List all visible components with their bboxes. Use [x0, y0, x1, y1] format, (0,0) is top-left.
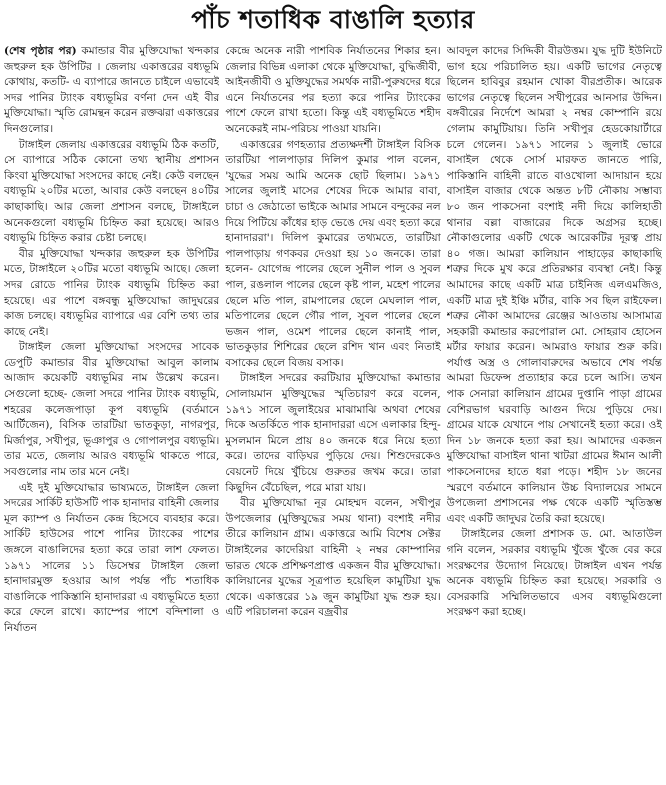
paragraph: কেন্দ্রে অনেক নারী পাশবিক নির্যাতনের শিকার হন। জেলার বিভিন্ন এলাকা থেকে মুক্তিযোদ্ধা, বুদ্ধিজীবী, আইনজীবী ও মুক্তিযুদ্ধের সমর্থক নারী-পুরুষদের ধরে এনে নির্যাতনের পর হত্যা করে পানির ট্যাংকের পাশে ফেলে রাখা হতো। কিন্তু এই বধ্যভূমিতে শহীদ অনেকেরই নাম-পরিচয় পাওয়া যায়নি। — [225, 45, 441, 135]
paragraph: টাঙ্গাইল জেলায় একাত্তরের বধ্যভূমি ঠিক কতটি, সে ব্যাপারে সঠিক কোনো তথ্য স্থানীয় প্রশাসন কিংবা মুক্তিযোদ্ধা সংসদের কাছে নেই। কেউ বলছেন বধ্যভূমি ২০টির মতো, আবার কেউ বলছেন ৪০টির কাছাকাছি। আর জেলা প্রশাসন বলছে, টাঙ্গাইলে অনেকগুলো বধ্যভূমি চিহ্নিত করা হয়েছে। আরও বধ্যভূমি চিহ্নিত করার চেষ্টা চলছে। — [4, 138, 220, 245]
article-column-2 — [225, 44, 440, 784]
paragraph: একাত্তরের গণহত্যার প্রত্যক্ষদর্শী টাঙ্গাইল বিসিক তারটিয়া পালপাড়ার দিলিপ কুমার পাল বলেন, 'যুদ্ধের সময় আমি অনেক ছোট ছিলাম। ১৯৭১ সালের জুলাই মাসের শেষের দিকে আমার বাবা, চাচা ও জেঠাতো ভাইকে আমার সামনে বন্দুকের নল দিয়ে পিটিয়ে কাঁধের হাড় ভেঙে দেয় এবং হত্যা করে হানাদাররা'। দিলিপ কুমারের তথ্যমতে, তারটিয়া পালপাড়ায় গণকবর দেওয়া হয় ১০ জনকে। তারা হলেন- যোগেন্দ্র পালের ছেলে সুনীল পাল ও সুবল পাল, রঙলাল পালের ছেলে কৃষ্ট পাল, মহেশ পালের ছেলে মতি পাল, রামপালের ছেলে মেঘলাল পাল, মতিপালের ছেলে গৌর পাল, সুবল পালের ছেলে ভজন পাল, ওমেশ পালের ছেলে কানাই পাল, ভাতকুড়ার শিশিরের ছেলে রশিদ খান এবং নিতাই বসাকের ছেলে বিজয় বসাক। — [225, 138, 441, 369]
paragraph: বীর মুক্তিযোদ্ধা খন্দকার জহুরুল হক উপিটির মতে, টাঙ্গাইলে ২০টির মতো বধ্যভূমি আছে। জেলা সদর রোডে পানির ট্যাংক বধ্যভূমি চিহ্নিত করা হয়েছে। এর পাশে বঙ্গবন্ধু মুক্তিযোদ্ধা জাদুঘরের কাজ চলছে। বধ্যভূমির ব্যাপারে এর বেশি তথ্য তার কাছে নেই। — [4, 247, 220, 338]
continued-label: (শেষ পৃষ্ঠার পর) — [4, 45, 77, 57]
article-columns — [4, 44, 662, 784]
paragraph: টাঙ্গাইল সদরের করটিয়ার মুক্তিযোদ্ধা কমান্ডার সোলায়মান মুক্তিযুদ্ধের স্মৃতিচারণ করে বলেন, ১৯৭১ সালে জুলাইয়ের মাঝামাঝি অথবা শেষের দিকে অতর্কিতে পাক হানাদাররা এসে এলাকার হিন্দু-মুসলমান মিলে প্রায় ৪০ জনকে ধরে নিয়ে হত্যা করে। তাদের বাড়িঘর পুড়িয়ে দেয়। শিশুদেরকেও বেয়নেট দিয়ে খুঁচিয়ে গুরুতর জখম করে। তারা কিছুদিন বেঁচেছিল, পরে মারা যায়। — [225, 372, 441, 494]
paragraph-text: কমান্ডার বীর মুক্তিযোদ্ধা খন্দকার জহুরুল হক উপিটির । জেলায় একাত্তরের বধ্যভূমি কোথায়, কতটি- এ ব্যাপারে জানতে চাইলে এভাবেই সদর পানির ট্যাংক বধ্যভূমির বর্ণনা দেন এই বীর মুক্তিযোদ্ধা। স্মৃতি রোমন্থন করেন রক্তঝরা একাত্তরের দিনগুলোর। — [4, 45, 220, 135]
paragraph: এই দুই মুক্তিযোদ্ধার ভাষ্যমতে, টাঙ্গাইল জেলা সদরের সার্কিট হাউসটি পাক হানাদার বাহিনী জেলার মূল ক্যাম্প ও নির্যাতন কেন্দ্র হিসেবে ব্যবহার করে। সার্কিট হাউসের পাশে পানির ট্যাংকের পাশের জঙ্গলে বাঙালিদের হত্যা করে তারা লাশ ফেলত। ১৯৭১ সালের ১১ ডিসেম্বর টাঙ্গাইল জেলা হানাদারমুক্ত হওয়ার আগ পর্যন্ত পাঁচ শতাধিক বাঙালিকে পাকিস্তানি হানাদাররা এ বধ্যভূমিতে হত্যা করে ফেলে রাখে। ক্যাম্পের পাশে বন্দিশালা ও নির্যাতন — [4, 481, 220, 634]
article-column-1 — [4, 44, 219, 784]
headline: পাঁচ শতাধিক বাঙালি হত্যার — [191, 5, 475, 34]
paragraph: টাঙ্গাইল জেলা মুক্তিযোদ্ধা সংসদের সাবেক ডেপুটি কমান্ডার বীর মুক্তিযোদ্ধা আবুল কালাম আজাদ কয়েকটি বধ্যভূমির নাম উল্লেখ করেন। সেগুলো হচ্ছে- জেলা সদরে পানির ট্যাংক বধ্যভূমি, শহরের কলেজপাড়া কূপ বধ্যভূমি (বর্তমানে আর্টিজেন), বিসিক তারটিয়া ভাতকুড়া, নাগরপুর, মির্জাপুর, সখীপুর, ভূঞাপুর ও গোপালপুর বধ্যভূমি। তার মতে, জেলায় আরও বধ্যভূমি থাকতে পারে, সবগুলোর নাম তার মনে নেই। — [4, 341, 220, 479]
article-column-3 — [447, 44, 662, 784]
paragraph: টাঙ্গাইলের জেলা প্রশাসক ড. মো. আতাউল গনি বলেন, সরকার বধ্যভূমি খুঁজে খুঁজে বের করে সংরক্ষণের উদ্যোগ নিয়েছে। টাঙ্গাইল এখন পর্যন্ত অনেক বধ্যভূমি চিহ্নিত করা হয়েছে। সরকারি ও বেসরকারি সম্মিলিতভাবে এসব বধ্যভূমিগুলো সংরক্ষণ করা হচ্ছে। — [446, 528, 662, 619]
paragraph — [4, 44, 219, 138]
paragraph: বীর মুক্তিযোদ্ধা নূর মোহম্মদ বলেন, সখীপুর উপজেলার (মুক্তিযুদ্ধের সময় থানা) বংশাই নদীর তীরে কালিয়ান গ্রাম। একাত্তরে আমি বিশেষ সেক্টর টাঙ্গাইলের কাদেরিয়া বাহিনী ২ নম্বর কোম্পানির ভারত থেকে প্রশিক্ষণপ্রাপ্ত একজন বীর মুক্তিযোদ্ধা। কালিয়ানের যুদ্ধের সূত্রপাত হয়েছিল কামুটিয়া যুদ্ধ থেকে। একাত্তরের ১৯ জুন কামুটিয়া যুদ্ধ শুরু হয়। এটি পরিচালনা করেন বজ্রবীর — [225, 497, 441, 619]
paragraph: আবদুল কাদের সিদ্দিকী বীরউত্তম। যুদ্ধ দুটি ইউনিটে ভাগ হয়ে পরিচালিত হয়। একটি ভাগের নেতৃত্বে ছিলেন হাবিবুর রহমান খোকা বীরপ্রতীক। আরেক ভাগের নেতৃত্বে ছিলেন সখীপুরের আনসার উদ্দিন। বঙ্গবীরের নির্দেশে আমরা ২ নম্বর কোম্পানি রয়ে গেলাম কামুটিয়ায়। তিনি সখীপুর হেডকোয়ার্টারে চলে গেলেন। ১৯৭১ সালের ১ জুলাই ভোরে বাসাইল থেকে সোর্স মারফত জানতে পারি, পাকিস্তানি বাহিনী রাতে বাওখোলা আদায়ান হয়ে বাসাইল বাজার থেকে অন্তত ৮টি নৌকায় সম্ভাব্য ৮০ জন পাকসেনা বংশাই নদী দিয়ে কালিহাতী থানার বল্লা বাজারের দিকে অগ্রসর হচ্ছে। নৌকাগুলোর একটি থেকে আরেকটির দূরত্ব প্রায় ৪০ গজ। আমরা কালিয়ান পাহাড়ের কাছাকাছি শত্রুর দিকে মুখ করে প্রতিরক্ষার ব্যবস্থা নেই। কিন্তু আমাদের কাছে একটি মাত্র চাইনিজ এলএমজিও, একটি মাত্র দুই ইঞ্চি মর্টার, বাকি সব ছিল রাইফেল। শত্রুর নৌকা আমাদের রেঞ্জের আওতায় আসামাত্র সহকারী কমান্ডার করপোরাল মো. সোহরাব হোসেন মর্টার ফায়ার করেন। আমরাও ফায়ার শুরু করি। পর্যাপ্ত অস্ত্র ও গোলাবারুদের অভাবে শেষ পর্যন্ত আমরা ডিফেন্স প্রত্যাহার করে চলে আসি। তখন পাক সেনারা কালিয়ান গ্রামের দুপ্তানি পাড়া গ্রামের বেশিরভাগ ঘরবাড়ি আগুন দিয়ে পুড়িয়ে দেয়। গ্রামের যাকে যেখানে পায় সেখানেই হত্যা করে। ওই দিন ১৮ জনকে হত্যা করা হয়। আমাদের একজন মুক্তিযোদ্ধা বাসাইল থানা খাটরা গ্রামের ঈমান আলী পাকসেনাদের হাতে ধরা পড়ে। শহীদ ১৮ জনের স্মরণে বর্তমানে কালিয়ান উচ্চ বিদ্যালয়ের সামনে উপজেলা প্রশাসনের পক্ষ থেকে একটি স্মৃতিস্তম্ভ এবং একটি জাদুঘর তৈরি করা হয়েছে। — [446, 45, 662, 525]
